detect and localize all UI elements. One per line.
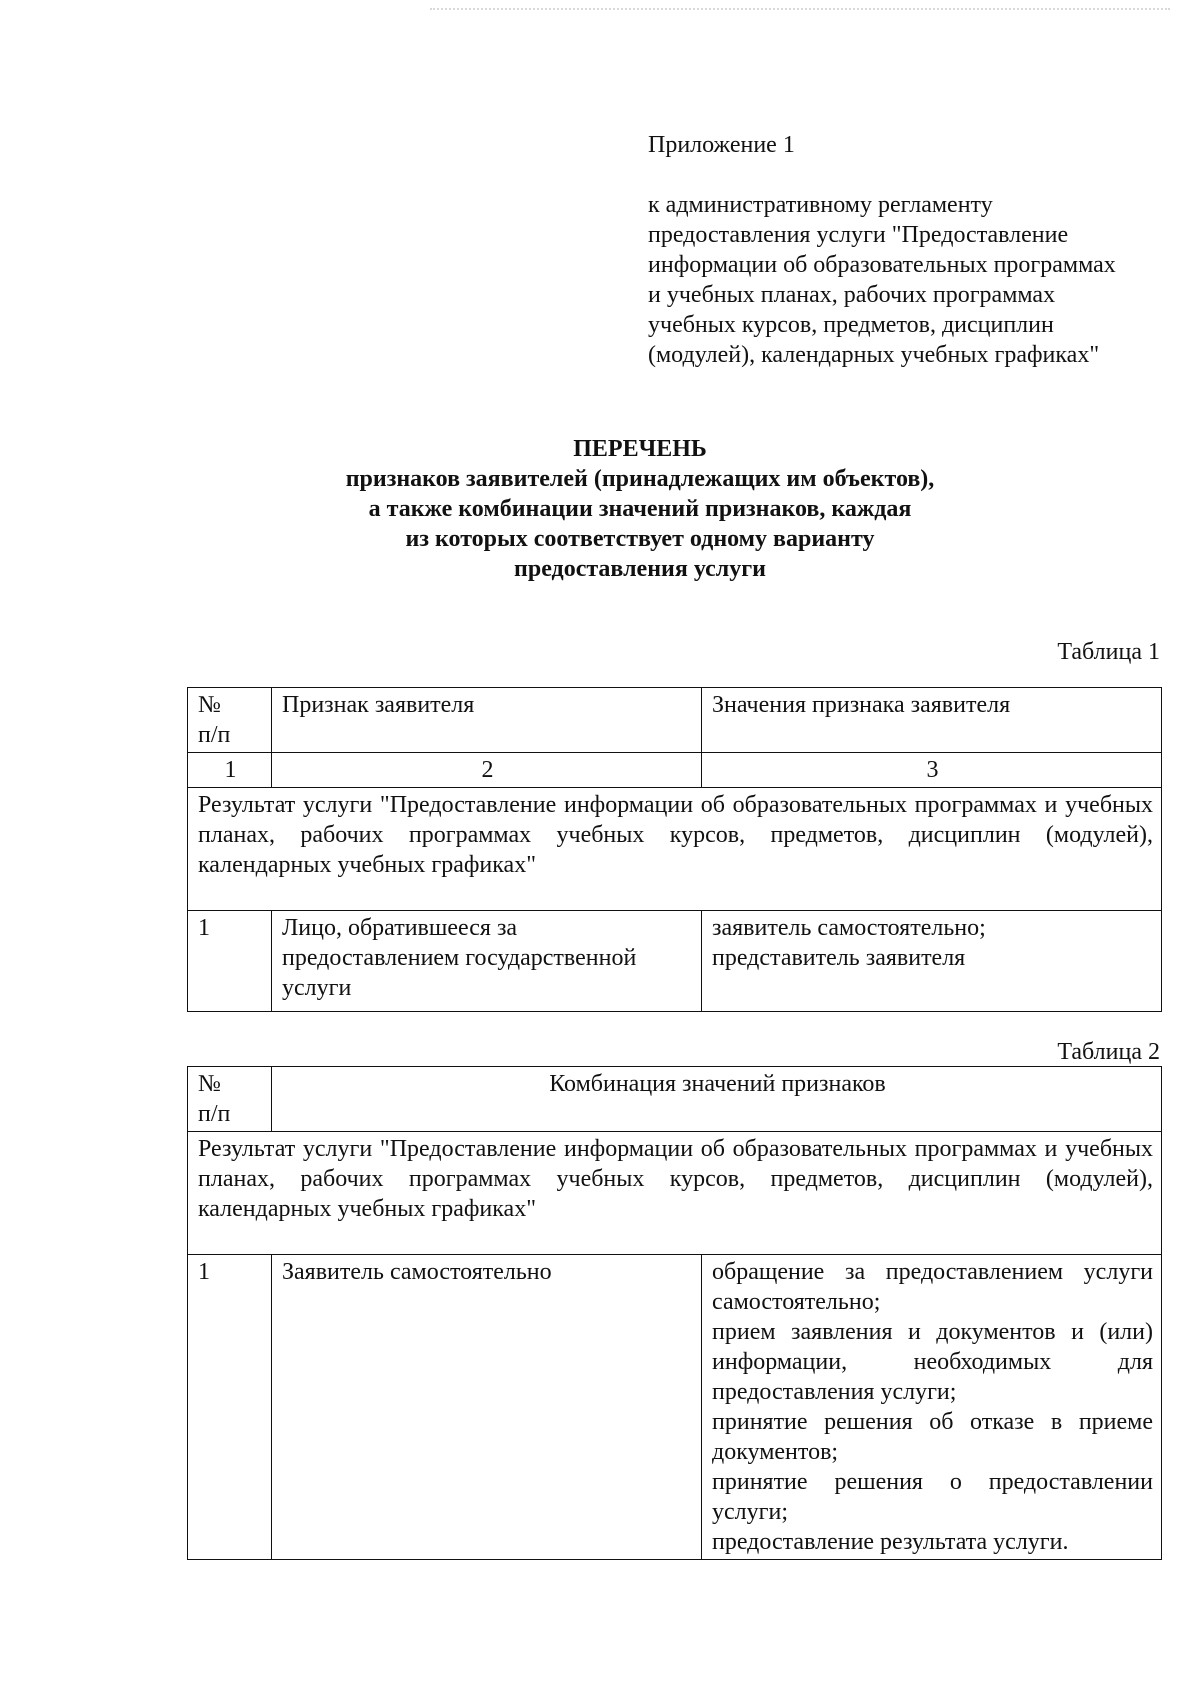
table1	[187, 687, 1162, 1012]
table1-row-feature: Лицо, обратившееся за предоставлением государственной услуги	[272, 911, 702, 1012]
table-row	[188, 911, 1162, 1012]
table-row	[188, 1255, 1162, 1560]
table2-row-num: 1	[188, 1255, 272, 1560]
table1-colnum-1: 1	[188, 753, 272, 788]
table2-header-combination: Комбинация значений признаков	[272, 1067, 1162, 1132]
table1-caption: Таблица 1	[1057, 639, 1160, 665]
table1-result-row	[188, 788, 1162, 911]
appendix-header	[648, 130, 1168, 370]
table1-colnum-2: 2	[272, 753, 702, 788]
table2-row-applicant: Заявитель самостоятельно	[272, 1255, 702, 1560]
table1-header-feature: Признак заявителя	[272, 688, 702, 753]
document-heading	[200, 434, 1080, 584]
heading-title: ПЕРЕЧЕНЬ	[573, 436, 707, 462]
appendix-title: Приложение 1	[648, 132, 795, 158]
table2	[187, 1066, 1162, 1560]
table2-row-combination: обращение за предоставлением услуги самостоятельно; прием заявления и документов и (или) информации, необходимых для предоставления услуги; принятие решения об отказе в приеме документов; принятие решения о предоставлении услуги; предоставление результата услуги.	[702, 1255, 1162, 1560]
table1-header-values: Значения признака заявителя	[702, 688, 1162, 753]
table1-column-numbers-row	[188, 753, 1162, 788]
table1-colnum-3: 3	[702, 753, 1162, 788]
table1-row-values: заявитель самостоятельно; представитель заявителя	[702, 911, 1162, 1012]
table1-header-num: № п/п	[188, 688, 272, 753]
table1-row-num: 1	[188, 911, 272, 1012]
table1-header-row	[188, 688, 1162, 753]
table2-result-text: Результат услуги "Предоставление информации об образовательных программах и учебных планах, рабочих программах учебных курсов, предметов, дисциплин (модулей), календарных учебных графиках"	[188, 1132, 1162, 1255]
scan-artifact-dots	[430, 8, 1170, 10]
heading-subtitle: признаков заявителей (принадлежащих им объектов), а также комбинации значений признаков, каждая из которых соответствует одному варианту предоставления услуги	[345, 466, 935, 582]
table2-header-num: № п/п	[188, 1067, 272, 1132]
table2-header-row	[188, 1067, 1162, 1132]
table1-result-text: Результат услуги "Предоставление информации об образовательных программах и учебных планах, рабочих программах учебных курсов, предметов, дисциплин (модулей), календарных учебных графиках"	[188, 788, 1162, 911]
table2-result-row	[188, 1132, 1162, 1255]
appendix-reference: к административному регламенту предоставления услуги "Предоставление информации об образовательных программах и учебных планах, рабочих программах учебных курсов, предметов, дисциплин (модулей), календарных учебных графиках"	[648, 192, 1116, 368]
table2-caption: Таблица 2	[1057, 1039, 1160, 1065]
